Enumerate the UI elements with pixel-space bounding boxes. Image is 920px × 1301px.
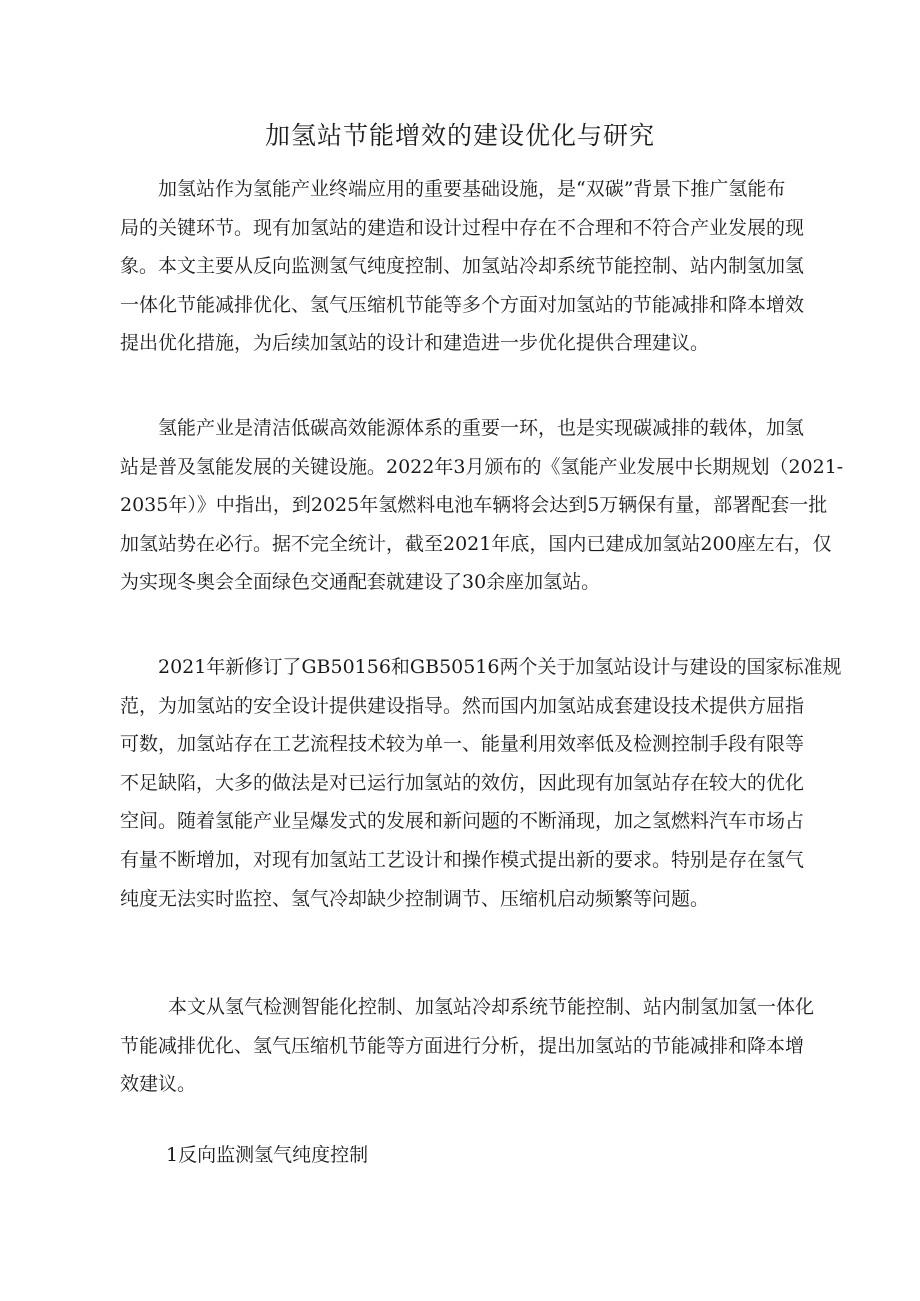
paragraph-line: 加氢站作为氢能产业终端应用的重要基础设施，是“双碳”背景下推广氢能布	[158, 178, 786, 200]
paragraph-line: 空间。随着氢能产业呈爆发式的发展和新问题的不断涌现，加之氢燃料汽车市场占	[120, 810, 805, 833]
paragraph-line: 节能减排优化、氢气压缩机节能等方面进行分析，提出加氢站的节能减排和降本增	[120, 1034, 805, 1057]
paragraph-line: 站是普及氢能发展的关键设施。2022年3月颁布的《氢能产业发展中长期规划（2021-	[120, 455, 844, 478]
paragraph-line: 纯度无法实时监控、氢气冷却缺少控制调节、压缩机启动频繁等问题。	[120, 887, 710, 910]
paragraph-line: 2035年）》中指出，到2025年氢燃料电池车辆将会达到5万辆保有量，部署配套一批	[120, 494, 828, 517]
section-heading: 1反向监测氢气纯度控制	[166, 1144, 369, 1166]
paragraph-line: 可数，加氢站存在工艺流程技术较为单一、能量利用效率低及检测控制手段有限等	[120, 733, 805, 756]
paragraph-line: 范，为加氢站的安全设计提供建设指导。然而国内加氢站成套建设技术提供方屈指	[120, 694, 805, 717]
paragraph-4	[120, 988, 850, 1104]
paragraph-line: 为实现冬奥会全面绿色交通配套就建设了30余座加氢站。	[120, 571, 601, 594]
document-title: 加氢站节能增效的建设优化与研究	[264, 121, 655, 150]
paragraph-line: 效建议。	[120, 1073, 197, 1096]
paragraph-2	[120, 409, 850, 602]
paragraph-1	[120, 170, 850, 363]
paragraph-line: 一体化节能减排优化、氢气压缩机节能等多个方面对加氢站的节能减排和降本增效	[120, 293, 805, 316]
paragraph-line: 不足缺陷，大多的做法是对已运行加氢站的效仿，因此现有加氢站存在较大的优化	[120, 771, 805, 794]
paragraph-line: 2021年新修订了GB50156和GB50516两个关于加氢站设计与建设的国家标准规	[158, 656, 842, 678]
paragraph-line: 加氢站势在必行。据不完全统计，截至2021年底，国内已建成加氢站200座左右，仅	[120, 532, 832, 555]
paragraph-3	[120, 648, 850, 918]
paragraph-line: 氢能产业是清洁低碳高效能源体系的重要一环，也是实现碳减排的载体，加氢	[158, 417, 805, 439]
paragraph-line: 象。本文主要从反向监测氢气纯度控制、加氢站冷却系统节能控制、站内制氢加氢	[120, 255, 805, 278]
paragraph-line: 提出优化措施，为后续加氢站的设计和建造进一步优化提供合理建议。	[120, 332, 710, 355]
paragraph-line: 局的关键环节。现有加氢站的建造和设计过程中存在不合理和不符合产业发展的现	[120, 216, 805, 239]
paragraph-line: 有量不断增加，对现有加氢站工艺设计和操作模式提出新的要求。特别是存在氢气	[120, 848, 805, 871]
paragraph-line: 本文从氢气检测智能化控制、加氢站冷却系统节能控制、站内制氢加氢一体化	[168, 996, 815, 1018]
